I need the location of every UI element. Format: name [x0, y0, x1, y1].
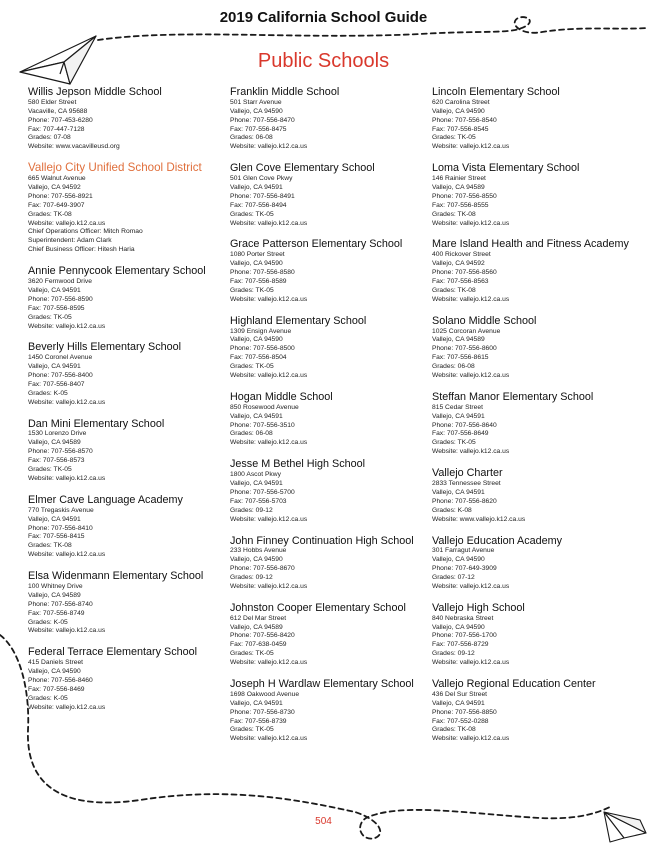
detail-line: Grades: TK-08	[28, 210, 72, 218]
detail-line: Fax: 707-447-7128	[28, 125, 85, 133]
school-name: Dan Mini Elementary School	[28, 417, 165, 430]
detail-line: Fax: 707-556-8469	[28, 685, 85, 693]
detail-line: Vallejo, CA 94592	[432, 260, 485, 268]
school-details	[432, 328, 637, 381]
school-entry	[230, 315, 435, 381]
detail-line: Fax: 707-556-8649	[432, 430, 489, 438]
detail-line: Fax: 707-556-8415	[28, 533, 85, 541]
school-details	[230, 99, 435, 152]
detail-line: Fax: 707-556-8615	[432, 354, 489, 362]
detail-line: Phone: 707-556-8590	[28, 295, 93, 303]
school-entry	[230, 458, 435, 524]
detail-line: Vallejo, CA 94591	[28, 363, 81, 371]
detail-line: Website: vallejo.k12.ca.us	[432, 219, 510, 227]
school-details	[28, 278, 233, 331]
detail-line: 3620 Fernwood Drive	[28, 277, 92, 285]
detail-line: 850 Rosewood Avenue	[230, 403, 299, 411]
school-entry	[230, 162, 435, 228]
detail-line: Vallejo, CA 94591	[432, 699, 485, 707]
school-entry	[230, 238, 435, 304]
school-name: Elsa Widenmann Elementary School	[28, 570, 204, 583]
detail-line: Phone: 707-556-8570	[28, 448, 93, 456]
school-name: Elmer Cave Language Academy	[28, 493, 183, 506]
school-details	[230, 547, 435, 592]
page-number: 504	[315, 816, 332, 827]
school-name: Jesse M Bethel High School	[230, 458, 366, 471]
detail-line: Grades: K-05	[28, 694, 68, 702]
detail-line: Fax: 707-556-8573	[28, 457, 85, 465]
school-details	[432, 175, 637, 228]
detail-line: Vallejo, CA 94590	[432, 556, 485, 564]
detail-line: Fax: 707-556-8739	[230, 717, 287, 725]
school-name: Franklin Middle School	[230, 86, 340, 98]
detail-line: 400 Rickover Street	[432, 251, 491, 259]
detail-line: 770 Tregaskis Avenue	[28, 506, 94, 514]
school-entry	[28, 162, 233, 255]
detail-line: 100 Whitney Drive	[28, 582, 83, 590]
detail-line: Phone: 707-556-8410	[28, 524, 93, 532]
detail-line: Vallejo, CA 94591	[28, 286, 81, 294]
detail-line: Vallejo, CA 94590	[28, 668, 81, 676]
detail-line: Fax: 707-556-8407	[28, 380, 85, 388]
school-name: Grace Patterson Elementary School	[230, 238, 403, 251]
detail-line: Phone: 707-556-8400	[28, 372, 93, 380]
school-details	[230, 615, 435, 668]
school-column-1	[28, 86, 233, 723]
detail-line: Grades: TK-05	[230, 210, 274, 218]
school-name: Vallejo High School	[432, 601, 525, 614]
detail-line: 1530 Lorenzo Drive	[28, 430, 87, 438]
school-details	[230, 691, 435, 744]
school-column-2	[230, 86, 435, 754]
detail-line: Phone: 707-556-5700	[230, 488, 295, 496]
detail-line: Fax: 707-556-8563	[432, 277, 489, 285]
section-title: Public Schools	[257, 50, 390, 72]
detail-line: Grades: 06-08	[432, 363, 475, 371]
school-name: Steffan Manor Elementary School	[432, 390, 594, 403]
school-entry	[230, 602, 435, 668]
detail-line: 1450 Coronel Avenue	[28, 354, 93, 362]
detail-line: Website: vallejo.k12.ca.us	[28, 398, 106, 406]
detail-line: Vallejo, CA 94590	[230, 260, 283, 268]
school-details	[432, 404, 637, 457]
school-column-3	[432, 86, 637, 754]
school-entry	[28, 86, 233, 152]
school-details	[432, 615, 637, 668]
detail-line: Phone: 707-556-8460	[28, 676, 93, 684]
detail-line: 580 Elder Street	[28, 98, 77, 106]
detail-line: Vallejo, CA 94589	[28, 439, 81, 447]
detail-line: Website: vallejo.k12.ca.us	[230, 295, 308, 303]
detail-line: Website: vallejo.k12.ca.us	[432, 295, 510, 303]
detail-line: 301 Farragut Avenue	[432, 547, 495, 555]
detail-line: Phone: 707-556-8921	[28, 192, 93, 200]
school-entry	[28, 646, 233, 712]
detail-line: Fax: 707-556-8749	[28, 609, 85, 617]
detail-line: Website: vallejo.k12.ca.us	[432, 448, 510, 456]
detail-line: Grades: 07-12	[432, 574, 475, 582]
school-name: Vallejo Education Academy	[432, 534, 563, 547]
detail-line: Vallejo, CA 94589	[432, 183, 485, 191]
school-name: Loma Vista Elementary School	[432, 162, 580, 175]
detail-line: Fax: 707-649-3907	[28, 201, 85, 209]
detail-line: Vallejo, CA 94589	[28, 591, 81, 599]
school-name: Willis Jepson Middle School	[28, 86, 162, 98]
school-entry	[432, 315, 637, 381]
detail-line: Chief Business Officer: Hitesh Haria	[28, 246, 135, 254]
detail-line: Fax: 707-552-0288	[432, 717, 489, 725]
school-details	[28, 354, 233, 407]
detail-line: Vallejo, CA 94590	[432, 623, 485, 631]
detail-line: Phone: 707-556-8740	[28, 600, 93, 608]
detail-line: Vallejo, CA 94589	[432, 336, 485, 344]
school-name: Lincoln Elementary School	[432, 86, 560, 98]
detail-line: Fax: 707-556-8589	[230, 277, 287, 285]
detail-line: Vallejo, CA 94590	[432, 107, 485, 115]
detail-line: Website: vallejo.k12.ca.us	[230, 659, 308, 667]
detail-line: Vallejo, CA 94590	[230, 107, 283, 115]
detail-line: Website: vallejo.k12.ca.us	[230, 439, 308, 447]
school-details	[28, 99, 233, 152]
detail-line: 1309 Ensign Avenue	[230, 327, 292, 335]
detail-line: Phone: 707-556-8491	[230, 192, 295, 200]
page-header-title: 2019 California School Guide	[219, 9, 428, 26]
school-details	[432, 691, 637, 744]
detail-line: Fax: 707-556-8729	[432, 641, 489, 649]
detail-line: Website: vallejo.k12.ca.us	[230, 582, 308, 590]
detail-line: Vallejo, CA 94592	[28, 183, 81, 191]
school-entry	[432, 162, 637, 228]
detail-line: Grades: TK-05	[230, 726, 274, 734]
detail-line: 501 Starr Avenue	[230, 98, 282, 106]
district-name: Vallejo City Unified School District	[28, 161, 202, 175]
detail-line: Phone: 707-556-8470	[230, 116, 295, 124]
school-name: Highland Elementary School	[230, 314, 367, 327]
detail-line: Vacaville, CA 95688	[28, 107, 88, 115]
detail-line: Phone: 707-556-8420	[230, 632, 295, 640]
detail-line: Grades: TK-08	[432, 210, 476, 218]
detail-line: Phone: 707-556-8500	[230, 345, 295, 353]
detail-line: Grades: TK-05	[230, 650, 274, 658]
detail-line: Grades: 06-08	[230, 430, 273, 438]
detail-line: Grades: 07-08	[28, 134, 71, 142]
detail-line: Website: www.vallejo.k12.ca.us	[432, 515, 526, 523]
detail-line: Grades: 06-08	[230, 134, 273, 142]
detail-line: Grades: K-05	[28, 618, 68, 626]
detail-line: Vallejo, CA 94590	[230, 556, 283, 564]
school-entry	[432, 238, 637, 304]
detail-line: Grades: TK-05	[28, 466, 72, 474]
detail-line: Superintendent: Adam Clark	[28, 237, 112, 245]
detail-line: Phone: 707-556-8540	[432, 116, 497, 124]
detail-line: Chief Operations Officer: Mitch Romao	[28, 228, 143, 236]
detail-line: Vallejo, CA 94591	[28, 515, 81, 523]
school-name: Mare Island Health and Fitness Academy	[432, 238, 629, 251]
school-entry	[28, 265, 233, 331]
detail-line: Vallejo, CA 94591	[432, 488, 485, 496]
school-details	[432, 547, 637, 592]
detail-line: 1025 Corcoran Avenue	[432, 327, 501, 335]
school-name: Joseph H Wardlaw Elementary School	[230, 678, 414, 691]
detail-line: Phone: 707-556-3510	[230, 421, 295, 429]
detail-line: Vallejo, CA 94591	[230, 699, 283, 707]
school-details	[230, 471, 435, 524]
detail-line: Vallejo, CA 94589	[230, 623, 283, 631]
school-name: Vallejo Regional Education Center	[432, 678, 596, 691]
detail-line: Grades: 09-12	[230, 574, 273, 582]
school-details	[28, 583, 233, 636]
detail-line: Fax: 707-556-8475	[230, 125, 287, 133]
detail-line: Fax: 707-556-5703	[230, 497, 287, 505]
detail-line: Website: vallejo.k12.ca.us	[28, 703, 106, 711]
detail-line: 612 Del Mar Street	[230, 614, 287, 622]
detail-line: Grades: 09-12	[432, 650, 475, 658]
school-details	[28, 659, 233, 712]
detail-line: 620 Carolina Street	[432, 98, 490, 106]
detail-line: Website: vallejo.k12.ca.us	[28, 219, 106, 227]
detail-line: Grades: TK-08	[28, 542, 72, 550]
school-details	[432, 480, 637, 525]
detail-line: Website: vallejo.k12.ca.us	[230, 735, 308, 743]
school-details	[28, 430, 233, 483]
detail-line: 1080 Porter Street	[230, 251, 285, 259]
detail-line: Grades: TK-05	[230, 286, 274, 294]
detail-line: 815 Cedar Street	[432, 403, 483, 411]
detail-line: Vallejo, CA 94591	[432, 412, 485, 420]
detail-line: Grades: TK-05	[432, 134, 476, 142]
school-name: John Finney Continuation High School	[230, 534, 414, 547]
detail-line: Phone: 707-556-8640	[432, 421, 497, 429]
detail-line: Website: vallejo.k12.ca.us	[28, 322, 106, 330]
school-details	[432, 99, 637, 152]
school-name: Beverly Hills Elementary School	[28, 341, 182, 354]
school-entry	[432, 678, 637, 744]
school-name: Vallejo Charter	[432, 467, 503, 480]
detail-line: Fax: 707-556-8545	[432, 125, 489, 133]
detail-line: Fax: 707-556-8555	[432, 201, 489, 209]
detail-line: Website: vallejo.k12.ca.us	[28, 627, 106, 635]
detail-line: Website: vallejo.k12.ca.us	[230, 372, 308, 380]
school-name: Solano Middle School	[432, 314, 537, 327]
school-entry	[432, 391, 637, 457]
detail-line: Website: vallejo.k12.ca.us	[230, 219, 308, 227]
school-entry	[432, 467, 637, 524]
detail-line: Website: vallejo.k12.ca.us	[432, 659, 510, 667]
detail-line: Phone: 707-556-8580	[230, 269, 295, 277]
detail-line: 146 Rainier Street	[432, 175, 486, 183]
school-name: Hogan Middle School	[230, 390, 333, 403]
school-entry	[432, 535, 637, 592]
detail-line: Phone: 707-649-3909	[432, 565, 497, 573]
school-entry	[230, 391, 435, 448]
detail-line: Fax: 707-556-8504	[230, 354, 287, 362]
school-entry	[28, 494, 233, 560]
detail-line: Website: vallejo.k12.ca.us	[432, 143, 510, 151]
detail-line: Grades: TK-08	[432, 286, 476, 294]
school-name: Johnston Cooper Elementary School	[230, 601, 406, 614]
detail-line: Vallejo, CA 94590	[230, 336, 283, 344]
detail-line: Fax: 707-556-8595	[28, 304, 85, 312]
detail-line: Vallejo, CA 94591	[230, 183, 283, 191]
school-details	[28, 175, 233, 255]
school-details	[230, 251, 435, 304]
detail-line: Vallejo, CA 94591	[230, 479, 283, 487]
detail-line: Phone: 707-453-6280	[28, 116, 93, 124]
detail-line: 415 Daniels Street	[28, 659, 84, 667]
detail-line: 665 Walnut Avenue	[28, 175, 86, 183]
school-details	[432, 251, 637, 304]
school-entry	[432, 86, 637, 152]
detail-line: Website: vallejo.k12.ca.us	[432, 735, 510, 743]
school-entry	[230, 86, 435, 152]
school-details	[230, 404, 435, 449]
school-name: Glen Cove Elementary School	[230, 162, 375, 175]
detail-line: Grades: TK-08	[432, 726, 476, 734]
school-details	[28, 507, 233, 560]
school-entry	[432, 602, 637, 668]
school-details	[230, 328, 435, 381]
detail-line: Website: vallejo.k12.ca.us	[28, 474, 106, 482]
detail-line: Grades: K-08	[432, 506, 472, 514]
detail-line: Website: vallejo.k12.ca.us	[230, 143, 308, 151]
detail-line: Phone: 707-556-8670	[230, 565, 295, 573]
school-entry	[28, 418, 233, 484]
detail-line: Grades: K-05	[28, 389, 68, 397]
school-entry	[28, 570, 233, 636]
detail-line: 1800 Ascot Pkwy	[230, 471, 281, 479]
detail-line: Grades: 09-12	[230, 506, 273, 514]
detail-line: Phone: 707-556-8620	[432, 497, 497, 505]
detail-line: 2833 Tennessee Street	[432, 479, 501, 487]
detail-line: Grades: TK-05	[432, 439, 476, 447]
school-entry	[28, 341, 233, 407]
detail-line: Grades: TK-05	[230, 363, 274, 371]
detail-line: Website: vallejo.k12.ca.us	[432, 372, 510, 380]
detail-line: Fax: 707-556-8494	[230, 201, 287, 209]
detail-line: Vallejo, CA 94591	[230, 412, 283, 420]
detail-line: 501 Glen Cove Pkwy	[230, 175, 293, 183]
school-entry	[230, 678, 435, 744]
detail-line: Website: vallejo.k12.ca.us	[432, 582, 510, 590]
school-details	[230, 175, 435, 228]
school-name: Federal Terrace Elementary School	[28, 646, 198, 659]
detail-line: 436 Del Sur Street	[432, 690, 488, 698]
detail-line: Grades: TK-05	[28, 313, 72, 321]
detail-line: Website: vallejo.k12.ca.us	[28, 551, 106, 559]
school-entry	[230, 535, 435, 592]
detail-line: Website: vallejo.k12.ca.us	[230, 515, 308, 523]
detail-line: Phone: 707-556-8560	[432, 269, 497, 277]
detail-line: Website: www.vacavilleusd.org	[28, 143, 120, 151]
detail-line: Phone: 707-556-1700	[432, 632, 497, 640]
detail-line: Phone: 707-556-8730	[230, 708, 295, 716]
detail-line: 1698 Oakwood Avenue	[230, 690, 300, 698]
detail-line: Phone: 707-556-8600	[432, 345, 497, 353]
detail-line: Phone: 707-556-8850	[432, 708, 497, 716]
detail-line: 840 Nebraska Street	[432, 614, 494, 622]
detail-line: Fax: 707-638-0459	[230, 641, 287, 649]
school-name: Annie Pennycook Elementary School	[28, 265, 206, 278]
detail-line: Phone: 707-556-8550	[432, 192, 497, 200]
detail-line: 233 Hobbs Avenue	[230, 547, 287, 555]
